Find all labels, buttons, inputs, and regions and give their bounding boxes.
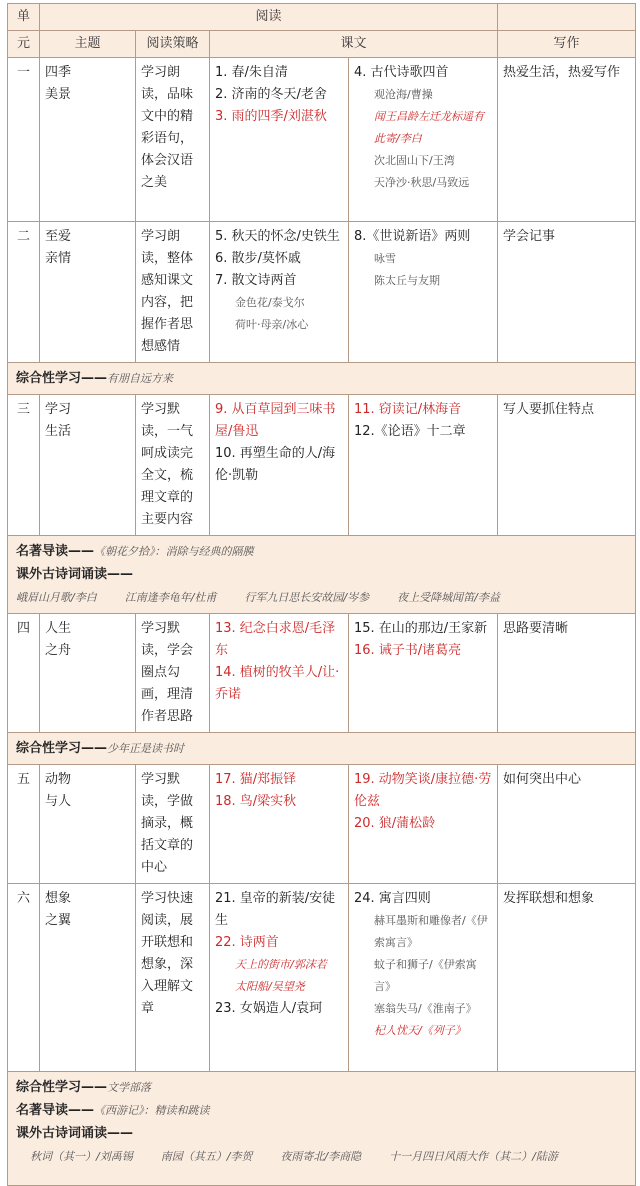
lesson-item: 赫耳墨斯和雕像者/《伊索寓言》 [374,914,488,949]
poem-item: 江南逢李龟年/杜甫 [124,591,217,604]
unit-writing: 热爱生活，热爱写作 [498,58,636,222]
poem-item: 夜上受降城闻笛/李益 [397,591,500,604]
unit-number: 六 [8,884,40,1072]
poem-item: 十一月四日风雨大作（其二）/陆游 [389,1150,558,1163]
unit-strategy: 学习默读，学会圈点勾画，理清作者思路 [136,614,210,733]
lesson-item: 8.《世说新语》两则 [354,229,471,244]
lesson-item: 13. 纪念白求恩/毛泽东 [215,621,336,658]
unit-texts-col1 [210,222,349,363]
header-theme: 主题 [40,31,136,58]
header-writing: 写作 [498,31,636,58]
unit-texts-col2 [349,395,498,536]
header-strategy: 阅读策略 [136,31,210,58]
lesson-item: 次北固山下/王湾 [374,154,455,167]
unit-number: 三 [8,395,40,536]
lesson-item: 1. 春/朱自清 [215,65,288,80]
unit-theme: 至爱 亲情 [40,222,136,363]
unit-number: 五 [8,765,40,884]
lesson-item: 荷叶·母亲/冰心 [235,318,309,331]
unit-strategy: 学习默读，一气呵成读完全文，梳理文章的主要内容 [136,395,210,536]
lesson-item: 太阳船/吴望尧 [235,980,305,993]
unit-texts-col1 [210,884,349,1072]
lesson-item: 观沧海/曹操 [374,88,433,101]
lesson-item: 7. 散文诗两首 [215,273,297,288]
lesson-item: 18. 鸟/梁实秋 [215,794,297,809]
lesson-item: 17. 猫/郑振铎 [215,772,297,787]
poem-item: 南园（其五）/李贺 [160,1150,253,1163]
lesson-item: 6. 散步/莫怀戚 [215,251,301,266]
lesson-item: 14. 植树的牧羊人/让·乔诺 [215,665,340,702]
lesson-item: 20. 狼/蒲松龄 [354,816,436,831]
lesson-item: 天上的街市/郭沫若 [235,958,327,971]
unit-theme: 学习 生活 [40,395,136,536]
lesson-item: 蚊子和狮子/《伊索寓言》 [374,958,477,993]
lesson-item: 塞翁失马/《淮南子》 [374,1002,477,1015]
lesson-item: 天净沙·秋思/马致远 [374,176,470,189]
header-texts: 课文 [210,31,498,58]
lesson-item: 16. 诫子书/诸葛亮 [354,643,462,658]
final-activities: 综合性学习——文学部落 名著导读——《西游记》：精读和跳读 课外古诗词诵读—— 秋词（其一）/刘禹锡 南园（其五）/李贺 夜雨寄北/李商隐 十一月四日风雨大作（其二）/陆游 [8,1072,636,1186]
lesson-item: 23. 女娲造人/袁珂 [215,1001,323,1016]
lesson-item: 陈太丘与友期 [374,274,440,287]
unit-row-3 [8,395,636,536]
poem-item: 峨眉山月歌/李白 [16,591,97,604]
unit-row-2 [8,222,636,363]
poem-item: 秋词（其一）/刘禹锡 [30,1150,133,1163]
unit-theme: 动物 与人 [40,765,136,884]
unit-row-5 [8,765,636,884]
lesson-item: 杞人忧天/《列子》 [374,1024,466,1037]
lesson-item: 咏雪 [374,252,396,265]
unit-row-1 [8,58,636,222]
unit-writing: 发挥联想和想象 [498,884,636,1072]
lesson-item: 9. 从百草园到三味书屋/鲁迅 [215,402,336,439]
unit-writing: 学会记事 [498,222,636,363]
lesson-item: 15. 在山的那边/王家新 [354,621,488,636]
lesson-item: 22. 诗两首 [215,935,279,950]
unit-texts-col1 [210,395,349,536]
unit-theme: 四季 美景 [40,58,136,222]
unit-strategy: 学习朗读，整体感知课文内容，把握作者思想感情 [136,222,210,363]
unit-row-4 [8,614,636,733]
header-reading: 阅读 [40,4,498,31]
header-unit-a: 单 [8,4,40,31]
lesson-item: 2. 济南的冬天/老舍 [215,87,327,102]
unit-strategy: 学习默读，学做摘录，概括文章的中心 [136,765,210,884]
lesson-item: 19. 动物笑谈/康拉德·劳伦兹 [354,772,492,809]
unit-texts-col2 [349,614,498,733]
unit-strategy: 学习快速阅读，展开联想和想象，深入理解文章 [136,884,210,1072]
lesson-item: 闻王昌龄左迁龙标遥有此寄/李白 [374,110,484,145]
unit-strategy: 学习朗读，品味文中的精彩语句，体会汉语之美 [136,58,210,222]
lesson-item: 24. 寓言四则 [354,891,431,906]
unit-row-6 [8,884,636,1072]
lesson-item: 4. 古代诗歌四首 [354,65,449,80]
lesson-item: 金色花/泰戈尔 [235,296,305,309]
unit-texts-col2 [349,58,498,222]
unit-texts-col1 [210,614,349,733]
header-empty [498,4,636,31]
unit-writing: 思路要清晰 [498,614,636,733]
comprehensive-study-2: 综合性学习——少年正是读书时 [8,733,636,765]
poem-item: 行军九日思长安故园/岑参 [244,591,370,604]
lesson-item: 10. 再塑生命的人/海伦·凯勒 [215,446,336,483]
unit-texts-col1 [210,58,349,222]
lesson-item: 3. 雨的四季/刘湛秋 [215,109,327,124]
unit-texts-col1 [210,765,349,884]
unit-texts-col2 [349,884,498,1072]
header-unit-b: 元 [8,31,40,58]
unit-theme: 人生 之舟 [40,614,136,733]
unit-number: 二 [8,222,40,363]
curriculum-table [7,3,636,1186]
unit-writing: 如何突出中心 [498,765,636,884]
unit-writing: 写人要抓住特点 [498,395,636,536]
comprehensive-study-1: 综合性学习——有朋自远方来 [8,363,636,395]
unit-theme: 想象 之翼 [40,884,136,1072]
lesson-item: 5. 秋天的怀念/史铁生 [215,229,340,244]
unit-texts-col2 [349,222,498,363]
unit-number: 四 [8,614,40,733]
lesson-item: 21. 皇帝的新装/安徒生 [215,891,336,928]
unit-number: 一 [8,58,40,222]
classics-and-poems-1: 名著导读——《朝花夕拾》：消除与经典的隔膜 课外古诗词诵读—— 峨眉山月歌/李白 江南逢李龟年/杜甫 行军九日思长安故园/岑参 夜上受降城闻笛/李益 [8,536,636,614]
lesson-item: 12.《论语》十二章 [354,424,466,439]
poem-item: 夜雨寄北/李商隐 [280,1150,362,1163]
unit-texts-col2 [349,765,498,884]
lesson-item: 11. 窃读记/林海音 [354,402,462,417]
